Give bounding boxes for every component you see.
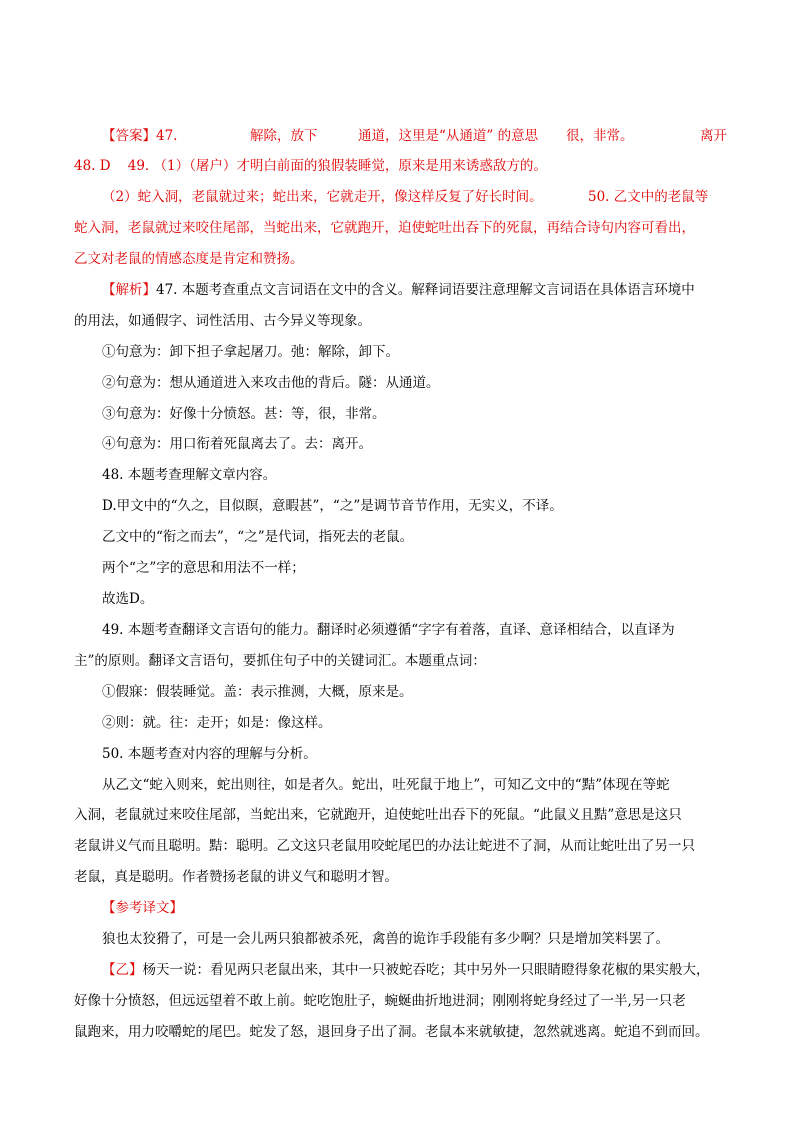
q50-line-5: 老鼠，真是聪明。作者赞扬老鼠的讲义气和聪明才智。 [74,869,398,885]
q48-line-2: D.甲文中的“久之，目似瞑，意暇甚”，“之”是调节音节作用，无实义，不译。 [102,498,563,514]
q50-line-2: 从乙文“蛇入则来，蛇出则往，如是者久。蛇出，吐死鼠于地上”，可知乙文中的“黠”体现在等蛇 [102,777,670,793]
translation-yi-line-3: 鼠跑来，用力咬嚼蛇的尾巴。蛇发了怒，退回身子出了洞。老鼠本来就敏捷，忽然就逃离。蛇追不到而回。 [74,1024,709,1040]
q47-item-2: ②句意为：想从通道进入来攻击他的背后。隧：从通道。 [102,375,440,391]
answer-47-a: 解除，放下 [250,128,318,144]
translation-yi-tag: 【乙】 [102,962,143,978]
answer-47-d: 离开 [700,128,727,144]
q48-line-5: 故选D。 [102,591,154,607]
answer-line-2: 48. D 49. （1）（屠户）才明白前面的狼假装睡觉，原来是用来诱惑敌方的。 [74,158,547,174]
answer-47-number: 47. [156,128,178,144]
q49-line-4: ②则：就。往：走开；如是：像这样。 [102,715,332,731]
q47-item-4: ④句意为：用口衔着死鼠离去了。去：离开。 [102,436,372,452]
analysis-line-2: 的用法，如通假字、词性活用、古今异义等现象。 [74,313,371,329]
q48-line-1: 48. 本题考查理解文章内容。 [102,467,277,483]
q47-item-1: ①句意为：卸下担子拿起屠刀。弛：解除，卸下。 [102,344,399,360]
q49-line-1: 49. 本题考查翻译文言语句的能力。翻译时必须遵循“字字有着落，直译、意译相结合，以直译为 [102,622,675,638]
translation-line-1: 狼也太狡猾了，可是一会儿两只狼都被杀死，禽兽的诡诈手段能有多少啊？只是增加笑料罢了。 [102,931,669,947]
translation-tag: 【参考译文】 [102,900,183,916]
q50-line-3: 入洞，老鼠就过来咬住尾部，当蛇出来，它就跑开，迫使蛇吐出吞下的死鼠。“此鼠义且黠”意思是这只 [74,807,682,823]
translation-yi-line-2: 好像十分愤怒，但远远望着不敢上前。蛇吃饱肚子，蜿蜒曲折地进洞；刚刚将蛇身经过了一半,另一只老 [74,993,686,1009]
q50-line-4: 老鼠讲义气而且聪明。黠：聪明。乙文这只老鼠用咬蛇尾巴的办法让蛇进不了洞，从而让蛇吐出了另一只 [74,838,695,854]
q49-line-2: 主”的原则。翻译文言语句，要抓住句子中的关键词汇。本题重点词： [74,653,486,669]
analysis-tag: 【解析】 [102,282,156,298]
analysis-line-1 [102,281,695,299]
q49-line-3: ①假寐：假装睡觉。盖：表示推测，大概，原来是。 [102,684,413,700]
answer-line-4: 蛇入洞，老鼠就过来咬住尾部，当蛇出来，它就跑开，迫使蛇吐出吞下的死鼠，再结合诗句内容可看出， [74,220,695,236]
q50-line-1: 50. 本题考查对内容的理解与分析。 [102,746,317,762]
answer-line-3b: 50. 乙文中的老鼠等 [588,189,709,205]
q48-line-3: 乙文中的“衔之而去”，“之”是代词，指死去的老鼠。 [102,529,414,545]
answer-line-5: 乙文对老鼠的情感态度是肯定和赞扬。 [74,251,304,267]
q47-item-3: ③句意为：好像十分愤怒。甚：等，很，非常。 [102,406,386,422]
translation-yi-line-1 [102,961,710,979]
answer-tag: 【答案】 [102,128,156,144]
answer-47-b: 通道，这里是“从通道” 的意思 [358,128,539,144]
q48-line-4: 两个“之”字的意思和用法不一样； [102,560,305,576]
translation-yi-text-1: 杨天一说：看见两只老鼠出来，其中一只被蛇吞吃；其中另外一只眼睛瞪得象花椒的果实般大， [142,962,710,978]
answer-line-3a: （2）蛇入洞，老鼠就过来；蛇出来，它就走开，像这样反复了好长时间。 [102,189,543,205]
answer-line-1 [102,127,177,145]
analysis-47-intro: 47. 本题考查重点文言词语在文中的含义。解释词语要注意理解文言词语在具体语言环境中 [156,282,695,298]
answer-47-c: 很，非常。 [566,128,634,144]
